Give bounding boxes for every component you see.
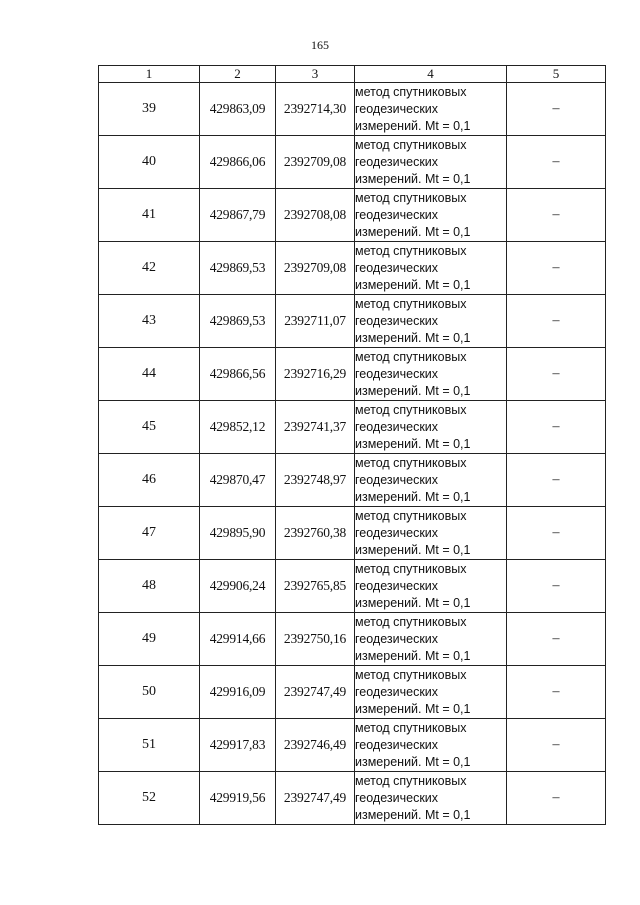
method-line: метод спутниковых bbox=[355, 84, 467, 99]
column-header: 2 bbox=[200, 66, 276, 83]
column-5-cell: – bbox=[507, 401, 606, 454]
method-cell bbox=[355, 666, 507, 719]
method-line: геодезических bbox=[355, 207, 439, 222]
x-coordinate-cell: 429867,79 bbox=[200, 189, 276, 242]
column-header: 5 bbox=[507, 66, 606, 83]
method-line: измерений. Mt = 0,1 bbox=[355, 595, 471, 610]
method-cell bbox=[355, 348, 507, 401]
method-line: метод спутниковых bbox=[355, 720, 467, 735]
method-line: измерений. Mt = 0,1 bbox=[355, 224, 471, 239]
y-coordinate-cell: 2392709,08 bbox=[276, 242, 355, 295]
x-coordinate-cell: 429906,24 bbox=[200, 560, 276, 613]
method-line: метод спутниковых bbox=[355, 455, 467, 470]
method-cell bbox=[355, 772, 507, 825]
x-coordinate-cell: 429895,90 bbox=[200, 507, 276, 560]
method-line: метод спутниковых bbox=[355, 137, 467, 152]
column-5-cell: – bbox=[507, 83, 606, 136]
x-coordinate-cell: 429869,53 bbox=[200, 295, 276, 348]
coordinates-table bbox=[98, 65, 606, 825]
method-cell bbox=[355, 136, 507, 189]
method-line: геодезических bbox=[355, 684, 439, 699]
point-number-cell: 49 bbox=[99, 613, 200, 666]
method-line: геодезических bbox=[355, 737, 439, 752]
method-line: геодезических bbox=[355, 366, 439, 381]
x-coordinate-cell: 429914,66 bbox=[200, 613, 276, 666]
x-coordinate-cell: 429869,53 bbox=[200, 242, 276, 295]
method-cell bbox=[355, 613, 507, 666]
y-coordinate-cell: 2392747,49 bbox=[276, 666, 355, 719]
table-row bbox=[99, 772, 606, 825]
point-number-cell: 47 bbox=[99, 507, 200, 560]
column-5-cell: – bbox=[507, 295, 606, 348]
column-5-cell: – bbox=[507, 136, 606, 189]
method-line: метод спутниковых bbox=[355, 349, 467, 364]
column-5-cell: – bbox=[507, 454, 606, 507]
x-coordinate-cell: 429916,09 bbox=[200, 666, 276, 719]
method-line: метод спутниковых bbox=[355, 190, 467, 205]
column-5-cell: – bbox=[507, 189, 606, 242]
method-line: измерений. Mt = 0,1 bbox=[355, 330, 471, 345]
table-row bbox=[99, 295, 606, 348]
column-5-cell: – bbox=[507, 560, 606, 613]
page-number: 165 bbox=[311, 38, 329, 52]
y-coordinate-cell: 2392746,49 bbox=[276, 719, 355, 772]
table-row bbox=[99, 136, 606, 189]
y-coordinate-cell: 2392747,49 bbox=[276, 772, 355, 825]
y-coordinate-cell: 2392760,38 bbox=[276, 507, 355, 560]
column-5-cell: – bbox=[507, 666, 606, 719]
y-coordinate-cell: 2392748,97 bbox=[276, 454, 355, 507]
table-row bbox=[99, 560, 606, 613]
method-line: геодезических bbox=[355, 631, 439, 646]
point-number-cell: 51 bbox=[99, 719, 200, 772]
method-line: измерений. Mt = 0,1 bbox=[355, 701, 471, 716]
column-5-cell: – bbox=[507, 772, 606, 825]
method-cell bbox=[355, 295, 507, 348]
method-line: измерений. Mt = 0,1 bbox=[355, 489, 471, 504]
method-line: измерений. Mt = 0,1 bbox=[355, 754, 471, 769]
point-number-cell: 40 bbox=[99, 136, 200, 189]
method-line: геодезических bbox=[355, 260, 439, 275]
y-coordinate-cell: 2392716,29 bbox=[276, 348, 355, 401]
method-line: геодезических bbox=[355, 101, 439, 116]
x-coordinate-cell: 429866,56 bbox=[200, 348, 276, 401]
point-number-cell: 42 bbox=[99, 242, 200, 295]
method-line: измерений. Mt = 0,1 bbox=[355, 383, 471, 398]
column-5-cell: – bbox=[507, 719, 606, 772]
table-row bbox=[99, 83, 606, 136]
y-coordinate-cell: 2392714,30 bbox=[276, 83, 355, 136]
method-cell bbox=[355, 454, 507, 507]
method-line: измерений. Mt = 0,1 bbox=[355, 277, 471, 292]
method-line: геодезических bbox=[355, 525, 439, 540]
y-coordinate-cell: 2392708,08 bbox=[276, 189, 355, 242]
point-number-cell: 43 bbox=[99, 295, 200, 348]
point-number-cell: 50 bbox=[99, 666, 200, 719]
method-cell bbox=[355, 401, 507, 454]
method-line: измерений. Mt = 0,1 bbox=[355, 542, 471, 557]
table-row bbox=[99, 401, 606, 454]
method-line: геодезических bbox=[355, 419, 439, 434]
column-header: 1 bbox=[99, 66, 200, 83]
table-row bbox=[99, 242, 606, 295]
method-line: метод спутниковых bbox=[355, 402, 467, 417]
method-cell bbox=[355, 83, 507, 136]
column-header: 4 bbox=[355, 66, 507, 83]
method-line: метод спутниковых bbox=[355, 508, 467, 523]
method-line: измерений. Mt = 0,1 bbox=[355, 118, 471, 133]
method-line: измерений. Mt = 0,1 bbox=[355, 171, 471, 186]
method-line: геодезических bbox=[355, 578, 439, 593]
point-number-cell: 52 bbox=[99, 772, 200, 825]
method-cell bbox=[355, 189, 507, 242]
method-cell bbox=[355, 242, 507, 295]
method-line: геодезических bbox=[355, 313, 439, 328]
method-line: измерений. Mt = 0,1 bbox=[355, 648, 471, 663]
method-line: геодезических bbox=[355, 790, 439, 805]
y-coordinate-cell: 2392765,85 bbox=[276, 560, 355, 613]
y-coordinate-cell: 2392711,07 bbox=[276, 295, 355, 348]
method-line: геодезических bbox=[355, 472, 439, 487]
method-line: геодезических bbox=[355, 154, 439, 169]
table-row bbox=[99, 613, 606, 666]
x-coordinate-cell: 429919,56 bbox=[200, 772, 276, 825]
method-line: метод спутниковых bbox=[355, 296, 467, 311]
method-line: метод спутниковых bbox=[355, 773, 467, 788]
method-cell bbox=[355, 507, 507, 560]
point-number-cell: 41 bbox=[99, 189, 200, 242]
y-coordinate-cell: 2392741,37 bbox=[276, 401, 355, 454]
method-cell bbox=[355, 560, 507, 613]
method-line: измерений. Mt = 0,1 bbox=[355, 436, 471, 451]
x-coordinate-cell: 429863,09 bbox=[200, 83, 276, 136]
x-coordinate-cell: 429852,12 bbox=[200, 401, 276, 454]
column-5-cell: – bbox=[507, 613, 606, 666]
method-cell bbox=[355, 719, 507, 772]
table-row bbox=[99, 348, 606, 401]
x-coordinate-cell: 429866,06 bbox=[200, 136, 276, 189]
point-number-cell: 46 bbox=[99, 454, 200, 507]
table-row bbox=[99, 719, 606, 772]
method-line: метод спутниковых bbox=[355, 561, 467, 576]
method-line: метод спутниковых bbox=[355, 667, 467, 682]
point-number-cell: 39 bbox=[99, 83, 200, 136]
table-row bbox=[99, 507, 606, 560]
table-row bbox=[99, 189, 606, 242]
column-header: 3 bbox=[276, 66, 355, 83]
point-number-cell: 45 bbox=[99, 401, 200, 454]
table-row bbox=[99, 666, 606, 719]
x-coordinate-cell: 429917,83 bbox=[200, 719, 276, 772]
x-coordinate-cell: 429870,47 bbox=[200, 454, 276, 507]
method-line: метод спутниковых bbox=[355, 243, 467, 258]
table-row bbox=[99, 454, 606, 507]
y-coordinate-cell: 2392750,16 bbox=[276, 613, 355, 666]
y-coordinate-cell: 2392709,08 bbox=[276, 136, 355, 189]
method-line: измерений. Mt = 0,1 bbox=[355, 807, 471, 822]
column-5-cell: – bbox=[507, 242, 606, 295]
method-line: метод спутниковых bbox=[355, 614, 467, 629]
column-5-cell: – bbox=[507, 348, 606, 401]
column-5-cell: – bbox=[507, 507, 606, 560]
table-header-row bbox=[99, 66, 606, 83]
point-number-cell: 44 bbox=[99, 348, 200, 401]
point-number-cell: 48 bbox=[99, 560, 200, 613]
